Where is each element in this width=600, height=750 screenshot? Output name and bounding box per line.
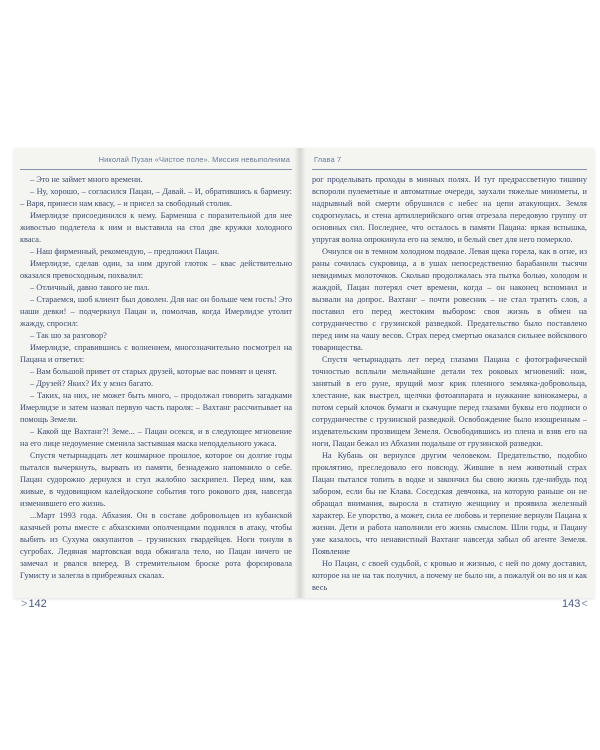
right-paragraph: Спустя четырнадцать лет перед глазами Пацана с фотографической точностью всплыли мельчайшие детали тех роковых мгновений: нож, занятый в его руне, ярущий мозг крик пленного земляка-добровольца, хлестание, как выстрел, щелчки фотоаппарата и нужкание кинокамеры, а потом серый клочок бумаги и скачущие перед глазами буквы его подписи о сотрудничестве с грузинской разведкой. Освобождение было изощренным – издевательским прозвищем Земеля. Освободившись из плена и взяв его на ноги, Пацан бежал из Абхазии подальше от грузинской разведки. [312, 355, 587, 448]
right-paragraph: Очнулся он в темном холодном подвале. Левая щека горела, как в огне, из раны сочилась сукровица, а в ушах непосредственно барабанили тысячи невидимых молоточков. Сколько продолжалась эта пытка болью, холодом и жаждой, Пацан потерял счет времени, когда – он наконец вспомнил и вызвали на допрос. Вахтанг – почти ровесник – не стал тратить слов, а поставил его перед жестоким выбором: своя жизнь в обмен на сотрудничество с грузинской разведкой. Предательство было поставлено перед ним на чашу весов. Страх перед смертью оказался сильнее войскового товарищества. [312, 247, 587, 352]
left-page-body [20, 174, 292, 582]
left-page-number [20, 598, 47, 610]
right-page [312, 155, 587, 595]
left-paragraph: – Это не займет много времени. [30, 175, 143, 184]
left-page [20, 155, 292, 595]
chevron-left-icon: < [581, 598, 588, 610]
left-paragraph: – Вам большой привет от старых друзей, которые вас помнят и ценят. [30, 367, 277, 376]
left-paragraph: – Какой ще Вахтанг?! Земе... – Пацан осекся, и в следующее мгновение на его лице недоумение сменила застывшая маска неподдельного ужаса. [20, 427, 292, 448]
left-running-head: Николай Пузан «Чистое поле». Миссия невыполнима [20, 155, 292, 170]
left-paragraph: – Так шо за разговор? [30, 331, 107, 340]
left-paragraph: – Отличный, давно такого не пил. [30, 283, 150, 292]
chevron-right-icon: > [21, 598, 28, 610]
right-running-head: Глава 7 [312, 155, 587, 170]
right-paragraph: На Кубань он вернулся другим человеком. Предательство, подобно проклятию, преследовало его повсюду. Жившие в нем животный страх Пацан пытался топить в водке и закончил бы свою жизнь где-нибудь под забором, если бы не Клава. Соседская девчонка, на которую раньше он не обращал внимания, выросла в статную женщину и проявила железный характер. Ее упорство, а может, сила ее любовь и терпение вернули Пацана к жизни. Дети и работа наполнили его жизнь смыслом. Шли годы, и Пацану уже казалось, что ненавистный Вахтанг навсегда забыл об агенте Земеля. Появление [312, 451, 587, 556]
right-paragraph: рог проделывать проходы в минных полях. И тут предрассветную тишину вспороли пулеметные и автоматные очереди, заухали тяжелые минометы, и надрывный вой смерти обрушился с небес на цепи атакующих. Земля содрогнулась, и стена артиллерийского огня отрезала передовую группу от основных сил. Последнее, что осталось в памяти Пацана: яркая вспышка, упругая волна опрокинула его на землю, и белый свет для него померкло. [312, 175, 587, 244]
left-paragraph: Имерлидзе, справившись с волнением, многозначительно посмотрел на Пацана и ответил: [20, 343, 292, 364]
left-paragraph: – Стараемся, шоб клиент был доволен. Для нас он больше чем гость! Это наши девки! – подчеркнул Пацан и, помолчав, когда Имерлидзе утолит жажду, спросил: [20, 295, 292, 328]
right-paragraph: Но Пацан, с своей судьбой, с кровью и жизнью, с ней по дому доставил, которое на не на так получил, а почему не было ни, а пожалуй он во ня и как весь [312, 559, 587, 592]
left-paragraph: ...Март 1993 года. Абхазия. Он в составе добровольцев из кубанской казачьей роты вместе с абхазскими ополченцами поднялся в атаку, чтобы выбить из Сухума оккупантов – грузинских гвардейцев. Ноги тонули в сугробах. Ледяная мартовская вода обжигала тело, но Пацан ничего не замечал и рвался вперед. В стремительном броске рота форсировала Гумисту и залегла в прибрежных скалах. [20, 511, 292, 580]
book-gutter [294, 148, 306, 598]
left-page-number-text: 142 [28, 598, 47, 610]
right-page-number [562, 598, 589, 610]
left-paragraph: Имерлидзе, сделав один, за ним другой глоток – квас действительно оказался превосходным, похвалил: [20, 259, 292, 280]
right-page-number-text: 143 [562, 598, 581, 610]
left-paragraph: Имерлидзе присоединился к нему. Барменша с поразительной для нее живостью подлетела к ним и выставила на стол две кружки холодного кваса. [20, 211, 292, 244]
left-paragraph: – Наш фирменный, рекомендую, – предложил Пацан. [30, 247, 220, 256]
left-paragraph: Спустя четырнадцать лет кошмарное прошлое, которое он долгие годы пытался вычеркнуть, вырвать из памяти, безнадежно напомнило о себе. Пацан судорожно дернулся и стул жалобно заскрипел. Перед ним, как живые, в чудовищном калейдоскопе события того рокового дня, навсегда изменившего его жизнь. [20, 451, 292, 508]
left-paragraph: – Ну, хорошо, – согласился Пацан, – Давай. – И, обратившись к бармену: – Варя, принеси нам квасу, – и присел за свободный столик. [20, 187, 292, 208]
right-page-body [312, 174, 587, 592]
left-paragraph: – Таких, на них, не может быть много, – продолжал говорить загадками Имерлидзе и затем назвал первую часть пароля: – Вахтанг рассчитывает на помощь Земели. [20, 391, 292, 424]
left-paragraph: – Друзей? Яких? Их у мэнэ багато. [30, 379, 154, 388]
